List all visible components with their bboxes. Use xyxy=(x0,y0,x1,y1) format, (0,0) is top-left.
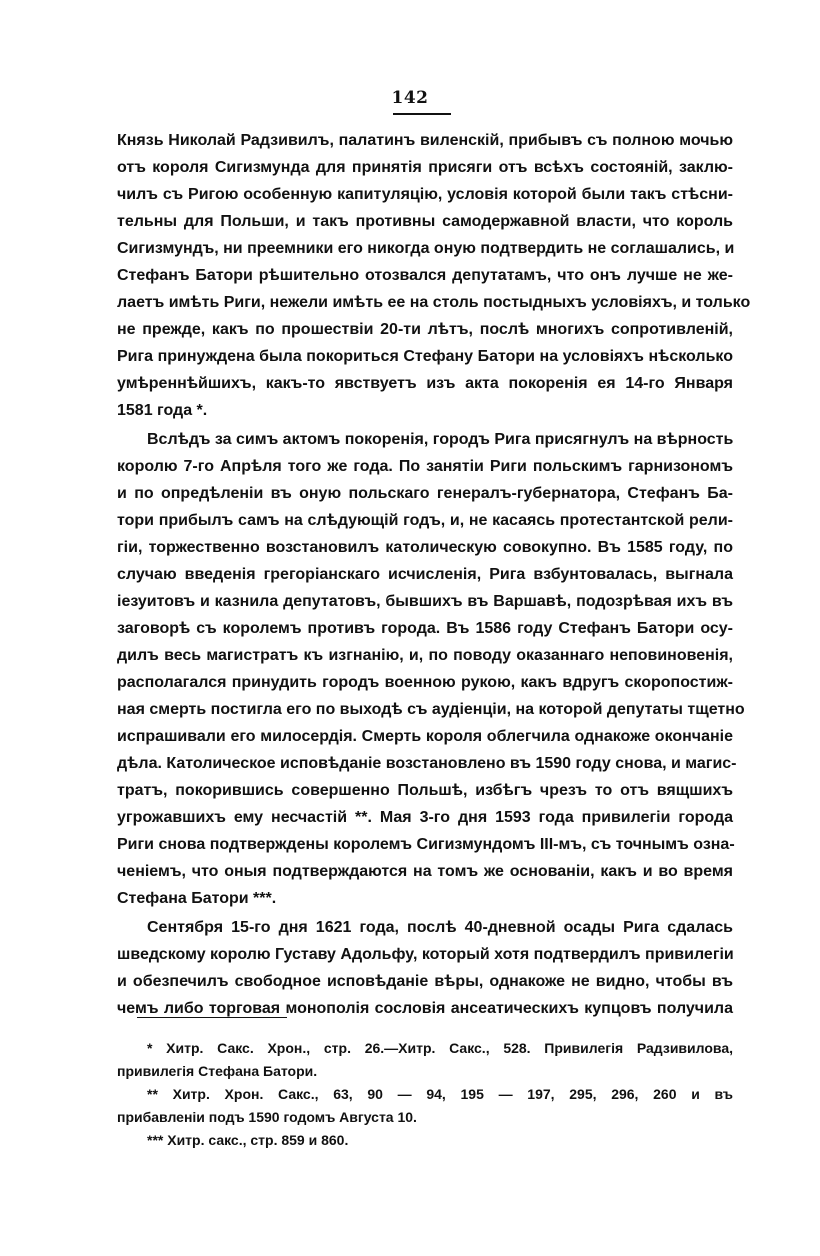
footnote-line: прибавленіи подъ 1590 годомъ Августа 10. xyxy=(117,1109,417,1125)
footnote-line: привилегія Стефана Батори. xyxy=(117,1063,318,1079)
text-line: Сигизмундъ, ни преемники его никогда оную подтвердить не соглашались, и xyxy=(117,240,735,257)
text-line: Вслѣдъ за симъ актомъ покоренія, городъ Рига присягнулъ на вѣрность xyxy=(147,431,734,448)
text-line: Рига принуждена была покориться Стефану Батори на условіяхъ нѣсколько xyxy=(117,348,733,365)
text-line: 1581 года *. xyxy=(117,402,208,419)
text-line: ченіемъ, что оныя подтверждаются на томъ же основаніи, какъ и во время xyxy=(117,863,733,880)
text-line: случаю введенія грегоріанскаго исчисленія, Рига взбунтовалась, выгнала xyxy=(117,566,733,583)
text-line: королю 7-го Апрѣля того же года. По занятіи Риги польскимъ гарнизономъ xyxy=(117,458,733,475)
text-line: тратъ, покорившись совершенно Польшѣ, избѣгъ чрезъ то отъ вящшихъ xyxy=(117,782,733,799)
text-line: располагался принудить городъ военною рукою, какъ вдругъ скоропостиж- xyxy=(117,674,733,691)
text-line: Князь Николай Радзивилъ, палатинъ виленскій, прибывъ съ полною мочью xyxy=(117,132,733,149)
text-line: угрожавшихъ ему несчастій **. Мая 3-го дня 1593 года привилегіи города xyxy=(117,809,733,826)
text-line: Риги снова подтверждены королемъ Сигизмундомъ III-мъ, съ точнымъ озна- xyxy=(117,836,735,853)
text-line: іезуитовъ и казнила депутатовъ, бывшихъ въ Варшавѣ, подозрѣвая ихъ въ xyxy=(117,593,733,610)
text-line: тори прибылъ самъ на слѣдующій годъ, и, не касаясь протестантской рели- xyxy=(117,512,733,529)
footnote-line: ** Хитр. Хрон. Сакс., 63, 90 — 94, 195 — 197, 295, 296, 260 и въ xyxy=(147,1086,733,1102)
page-number-underline xyxy=(393,113,451,115)
text-line: шведскому королю Густаву Адольфу, который хотя подтвердилъ привилегіи xyxy=(117,946,734,963)
text-line: Стефана Батори ***. xyxy=(117,890,277,907)
text-line: заговорѣ съ королемъ противъ города. Въ 1586 году Стефанъ Батори осу- xyxy=(117,620,733,637)
text-line: не прежде, какъ по прошествіи 20-ти лѣтъ, послѣ многихъ сопротивленій, xyxy=(117,321,733,338)
text-line: чилъ съ Ригою особенную капитуляцію, условія которой были такъ стѣсни- xyxy=(117,186,733,203)
text-line: тельны для Польши, и такъ противны самодержавной власти, что король xyxy=(117,213,733,230)
text-line: ная смерть постигла его по выходѣ съ аудіенціи, на которой депутаты тщетно xyxy=(117,701,745,718)
text-line: и по опредѣленіи въ оную польскаго генералъ-губернатора, Стефанъ Ба- xyxy=(117,485,733,502)
text-line: Сентября 15-го дня 1621 года, послѣ 40-дневной осады Рига сдалась xyxy=(147,919,733,936)
text-line: дилъ весь магистратъ къ изгнанію, и, по поводу оказаннаго неповиновенія, xyxy=(117,647,733,664)
text-line: испрашивали его милосердія. Смерть короля облегчила однакоже окончаніе xyxy=(117,728,733,745)
text-line: умѣреннѣйшихъ, какъ-то явствуетъ изъ акта покоренія ея 14-го Января xyxy=(117,375,733,392)
footnote-separator xyxy=(137,1017,287,1018)
text-line: чемъ либо торговая монополія сословія ансеатическихъ купцовъ получила xyxy=(117,1000,733,1017)
paragraph xyxy=(117,426,745,912)
main-text xyxy=(117,127,751,1022)
footnote-line: *** Хитр. сакс., стр. 859 и 860. xyxy=(147,1132,349,1148)
text-line: Стефанъ Батори рѣшительно отозвался депутатамъ, что онъ лучше не же- xyxy=(117,267,733,284)
text-line: лаетъ имѣть Риги, нежели имѣть ее на столь постыдныхъ условіяхъ, и только xyxy=(117,294,751,311)
text-line: отъ короля Сигизмунда для принятія присяги отъ всѣхъ состояній, заклю- xyxy=(117,159,733,176)
footnotes xyxy=(117,1037,733,1152)
text-line: и обезпечилъ свободное исповѣданіе вѣры, однакоже не видно, чтобы въ xyxy=(117,973,733,990)
paragraph xyxy=(117,914,733,1022)
paragraph xyxy=(117,127,751,424)
text-line: дѣла. Католическое исповѣданіе возстановлено въ 1590 году снова, и магис- xyxy=(117,755,737,772)
page-number: 142 xyxy=(391,88,429,108)
text-line: гіи, торжественно возстановилъ католическую совокупно. Въ 1585 году, по xyxy=(117,539,733,556)
footnote-line: * Хитр. Сакс. Хрон., стр. 26.—Хитр. Сакс., 528. Привилегія Радзивилова, xyxy=(147,1040,733,1056)
